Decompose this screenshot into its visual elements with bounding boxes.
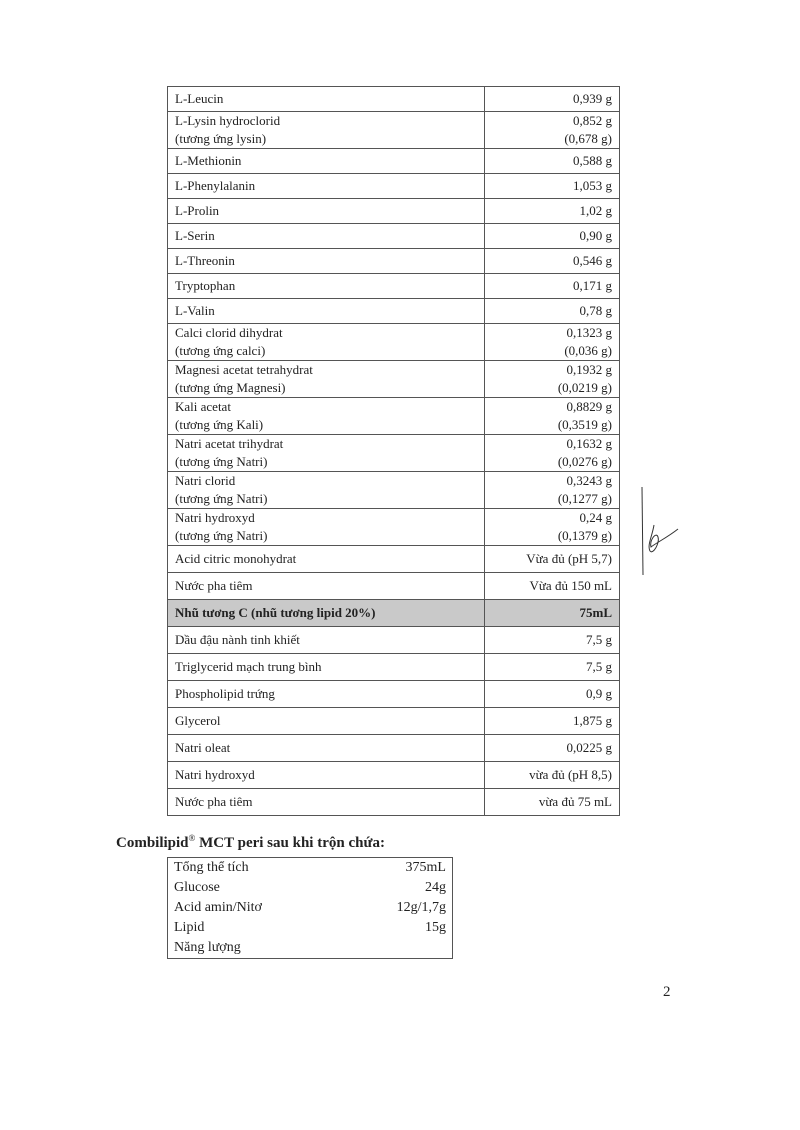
summary-label: Lipid <box>174 920 205 935</box>
ingredient-name-line: L-Prolin <box>175 203 220 218</box>
ingredient-amount <box>485 299 620 324</box>
ingredient-name <box>168 600 485 627</box>
ingredient-name-line: Kali acetat <box>175 399 231 414</box>
ingredient-amount-line: Vừa đủ (pH 5,7) <box>526 551 612 566</box>
ingredient-name <box>168 509 485 546</box>
summary-value: 375mL <box>405 860 446 875</box>
ingredient-name <box>168 299 485 324</box>
table-row <box>168 762 620 789</box>
ingredient-amount-line: 0,1632 g <box>566 436 612 451</box>
ingredient-name <box>168 249 485 274</box>
ingredient-name-line: Triglycerid mạch trung bình <box>175 659 322 674</box>
ingredient-amount-line: 75mL <box>579 605 612 620</box>
summary-row <box>168 918 453 938</box>
ingredient-amount-line: (0,1379 g) <box>557 528 612 543</box>
ingredient-amount-line: 0,939 g <box>573 91 612 106</box>
table-row <box>168 708 620 735</box>
ingredient-name-line: L-Serin <box>175 228 215 243</box>
summary-row <box>168 858 453 879</box>
ingredient-name <box>168 324 485 361</box>
ingredient-name-line: Calci clorid dihydrat <box>175 325 283 340</box>
summary-value <box>344 938 453 959</box>
table-row <box>168 789 620 816</box>
ingredient-amount-line: (0,0276 g) <box>557 454 612 469</box>
ingredient-amount <box>485 87 620 112</box>
summary-table <box>167 857 453 959</box>
table-section-header <box>168 600 620 627</box>
table-row <box>168 324 620 361</box>
ingredient-name-line: Natri hydroxyd <box>175 767 255 782</box>
registered-mark: ® <box>188 833 196 843</box>
ingredient-name-line: (tương ứng Natri) <box>175 528 268 543</box>
summary-title-rest: MCT peri sau khi trộn chứa: <box>195 835 385 851</box>
ingredient-amount <box>485 398 620 435</box>
ingredient-name <box>168 762 485 789</box>
ingredient-amount-line: (0,1277 g) <box>557 491 612 506</box>
table-row <box>168 435 620 472</box>
ingredient-amount <box>485 472 620 509</box>
ingredient-amount-line: 0,8829 g <box>566 399 612 414</box>
ingredient-amount <box>485 573 620 600</box>
ingredient-amount <box>485 149 620 174</box>
ingredient-amount-line: 0,3243 g <box>566 473 612 488</box>
ingredient-amount-line: (0,0219 g) <box>557 380 612 395</box>
ingredient-name <box>168 224 485 249</box>
ingredient-name-line: Natri acetat trihydrat <box>175 436 284 451</box>
table-row <box>168 654 620 681</box>
ingredient-amount <box>485 324 620 361</box>
ingredient-amount-line: 1,02 g <box>579 203 612 218</box>
ingredient-amount <box>485 435 620 472</box>
ingredient-name <box>168 149 485 174</box>
ingredient-amount-line: 1,053 g <box>573 178 612 193</box>
ingredient-name <box>168 87 485 112</box>
ingredient-amount-line: 0,1323 g <box>566 325 612 340</box>
table-row <box>168 681 620 708</box>
summary-label: Năng lượng <box>174 940 241 955</box>
ingredient-amount-line: 0,852 g <box>573 113 612 128</box>
ingredient-amount-line: 0,588 g <box>573 153 612 168</box>
table-row <box>168 398 620 435</box>
table-row <box>168 174 620 199</box>
ingredient-amount-line: 7,5 g <box>586 659 612 674</box>
summary-row <box>168 878 453 898</box>
table-row <box>168 274 620 299</box>
ingredient-name <box>168 735 485 762</box>
ingredient-name-line: Phospholipid trứng <box>175 686 275 701</box>
summary-row <box>168 898 453 918</box>
ingredient-amount <box>485 112 620 149</box>
ingredient-amount-line: (0,036 g) <box>564 343 612 358</box>
ingredient-name <box>168 174 485 199</box>
summary-value: 15g <box>425 920 446 935</box>
ingredient-amount <box>485 762 620 789</box>
ingredient-amount-line: 0,90 g <box>579 228 612 243</box>
ingredient-amount-line: 0,171 g <box>573 278 612 293</box>
summary-value: 12g/1,7g <box>396 900 446 915</box>
table-row <box>168 149 620 174</box>
ingredient-name-line: Nước pha tiêm <box>175 578 253 593</box>
table-row <box>168 546 620 573</box>
ingredient-amount-line: 0,78 g <box>579 303 612 318</box>
ingredient-amount <box>485 600 620 627</box>
ingredient-amount-line: 0,9 g <box>586 686 612 701</box>
summary-label: Glucose <box>174 880 220 895</box>
ingredient-name-line: L-Methionin <box>175 153 242 168</box>
ingredient-amount <box>485 199 620 224</box>
table-row <box>168 299 620 324</box>
ingredient-name <box>168 398 485 435</box>
ingredient-name-line: Nước pha tiêm <box>175 794 253 809</box>
summary-title-brand: Combilipid <box>116 835 189 851</box>
ingredient-amount <box>485 654 620 681</box>
ingredient-name <box>168 274 485 299</box>
ingredient-amount-line: 0,546 g <box>573 253 612 268</box>
table-row <box>168 472 620 509</box>
ingredient-name <box>168 199 485 224</box>
table-row <box>168 361 620 398</box>
ingredient-name <box>168 435 485 472</box>
ingredient-amount <box>485 274 620 299</box>
ingredient-amount <box>485 681 620 708</box>
ingredient-amount <box>485 361 620 398</box>
ingredient-name-line: Glycerol <box>175 713 221 728</box>
ingredient-name-line: Acid citric monohydrat <box>175 551 297 566</box>
ingredient-name-line: Nhũ tương C (nhũ tương lipid 20%) <box>175 605 376 620</box>
ingredient-amount <box>485 509 620 546</box>
ingredient-amount-line: 0,24 g <box>579 510 612 525</box>
ingredient-name <box>168 654 485 681</box>
ingredient-amount <box>485 708 620 735</box>
ingredient-name-line: Natri clorid <box>175 473 236 488</box>
table-row <box>168 509 620 546</box>
page-number: 2 <box>663 984 671 1000</box>
ingredient-name-line: L-Leucin <box>175 91 224 106</box>
signature-mark <box>632 485 682 585</box>
table-row <box>168 627 620 654</box>
table-row <box>168 199 620 224</box>
ingredient-amount-line: vừa đủ (pH 8,5) <box>529 767 612 782</box>
ingredient-name-line: (tương ứng Magnesi) <box>175 380 286 395</box>
summary-label: Tổng thể tích <box>174 860 249 875</box>
summary-value: 24g <box>425 880 446 895</box>
ingredient-amount <box>485 627 620 654</box>
summary-label: Acid amin/Nitơ <box>174 900 262 915</box>
ingredient-amount <box>485 735 620 762</box>
ingredient-amount-line: (0,678 g) <box>564 131 612 146</box>
ingredient-name <box>168 472 485 509</box>
ingredient-name-line: (tương ứng calci) <box>175 343 266 358</box>
ingredient-name-line: L-Threonin <box>175 253 235 268</box>
ingredient-name <box>168 112 485 149</box>
ingredient-name-line: L-Valin <box>175 303 215 318</box>
ingredient-amount <box>485 224 620 249</box>
table-row <box>168 573 620 600</box>
ingredient-name <box>168 627 485 654</box>
ingredient-amount-line: 1,875 g <box>573 713 612 728</box>
ingredient-name <box>168 681 485 708</box>
ingredient-name <box>168 708 485 735</box>
ingredient-amount-line: Vừa đủ 150 mL <box>529 578 612 593</box>
ingredient-name <box>168 361 485 398</box>
ingredient-name <box>168 546 485 573</box>
ingredient-name-line: Magnesi acetat tetrahydrat <box>175 362 313 377</box>
table-row <box>168 87 620 112</box>
table-row <box>168 112 620 149</box>
ingredient-name-line: (tương ứng lysin) <box>175 131 267 146</box>
ingredient-name-line: (tương ứng Natri) <box>175 454 268 469</box>
ingredient-amount <box>485 789 620 816</box>
table-row <box>168 224 620 249</box>
ingredient-name <box>168 789 485 816</box>
ingredient-name-line: L-Phenylalanin <box>175 178 256 193</box>
ingredient-amount-line: 7,5 g <box>586 632 612 647</box>
ingredient-amount-line: (0,3519 g) <box>557 417 612 432</box>
ingredient-name <box>168 573 485 600</box>
ingredient-amount-line: 0,1932 g <box>566 362 612 377</box>
ingredient-name-line: Dầu đậu nành tinh khiết <box>175 632 300 647</box>
ingredient-name-line: Natri oleat <box>175 740 231 755</box>
summary-row <box>168 938 453 959</box>
ingredient-amount-line: 0,0225 g <box>566 740 612 755</box>
ingredient-amount <box>485 249 620 274</box>
ingredient-amount-line: vừa đủ 75 mL <box>538 794 612 809</box>
table-row <box>168 249 620 274</box>
ingredient-amount <box>485 174 620 199</box>
ingredient-name-line: L-Lysin hydroclorid <box>175 113 281 128</box>
ingredient-amount <box>485 546 620 573</box>
ingredient-name-line: (tương ứng Kali) <box>175 417 264 432</box>
ingredient-name-line: Tryptophan <box>175 278 236 293</box>
ingredient-name-line: Natri hydroxyd <box>175 510 255 525</box>
ingredient-name-line: (tương ứng Natri) <box>175 491 268 506</box>
table-row <box>168 735 620 762</box>
summary-title <box>116 833 385 852</box>
composition-table <box>167 86 620 816</box>
